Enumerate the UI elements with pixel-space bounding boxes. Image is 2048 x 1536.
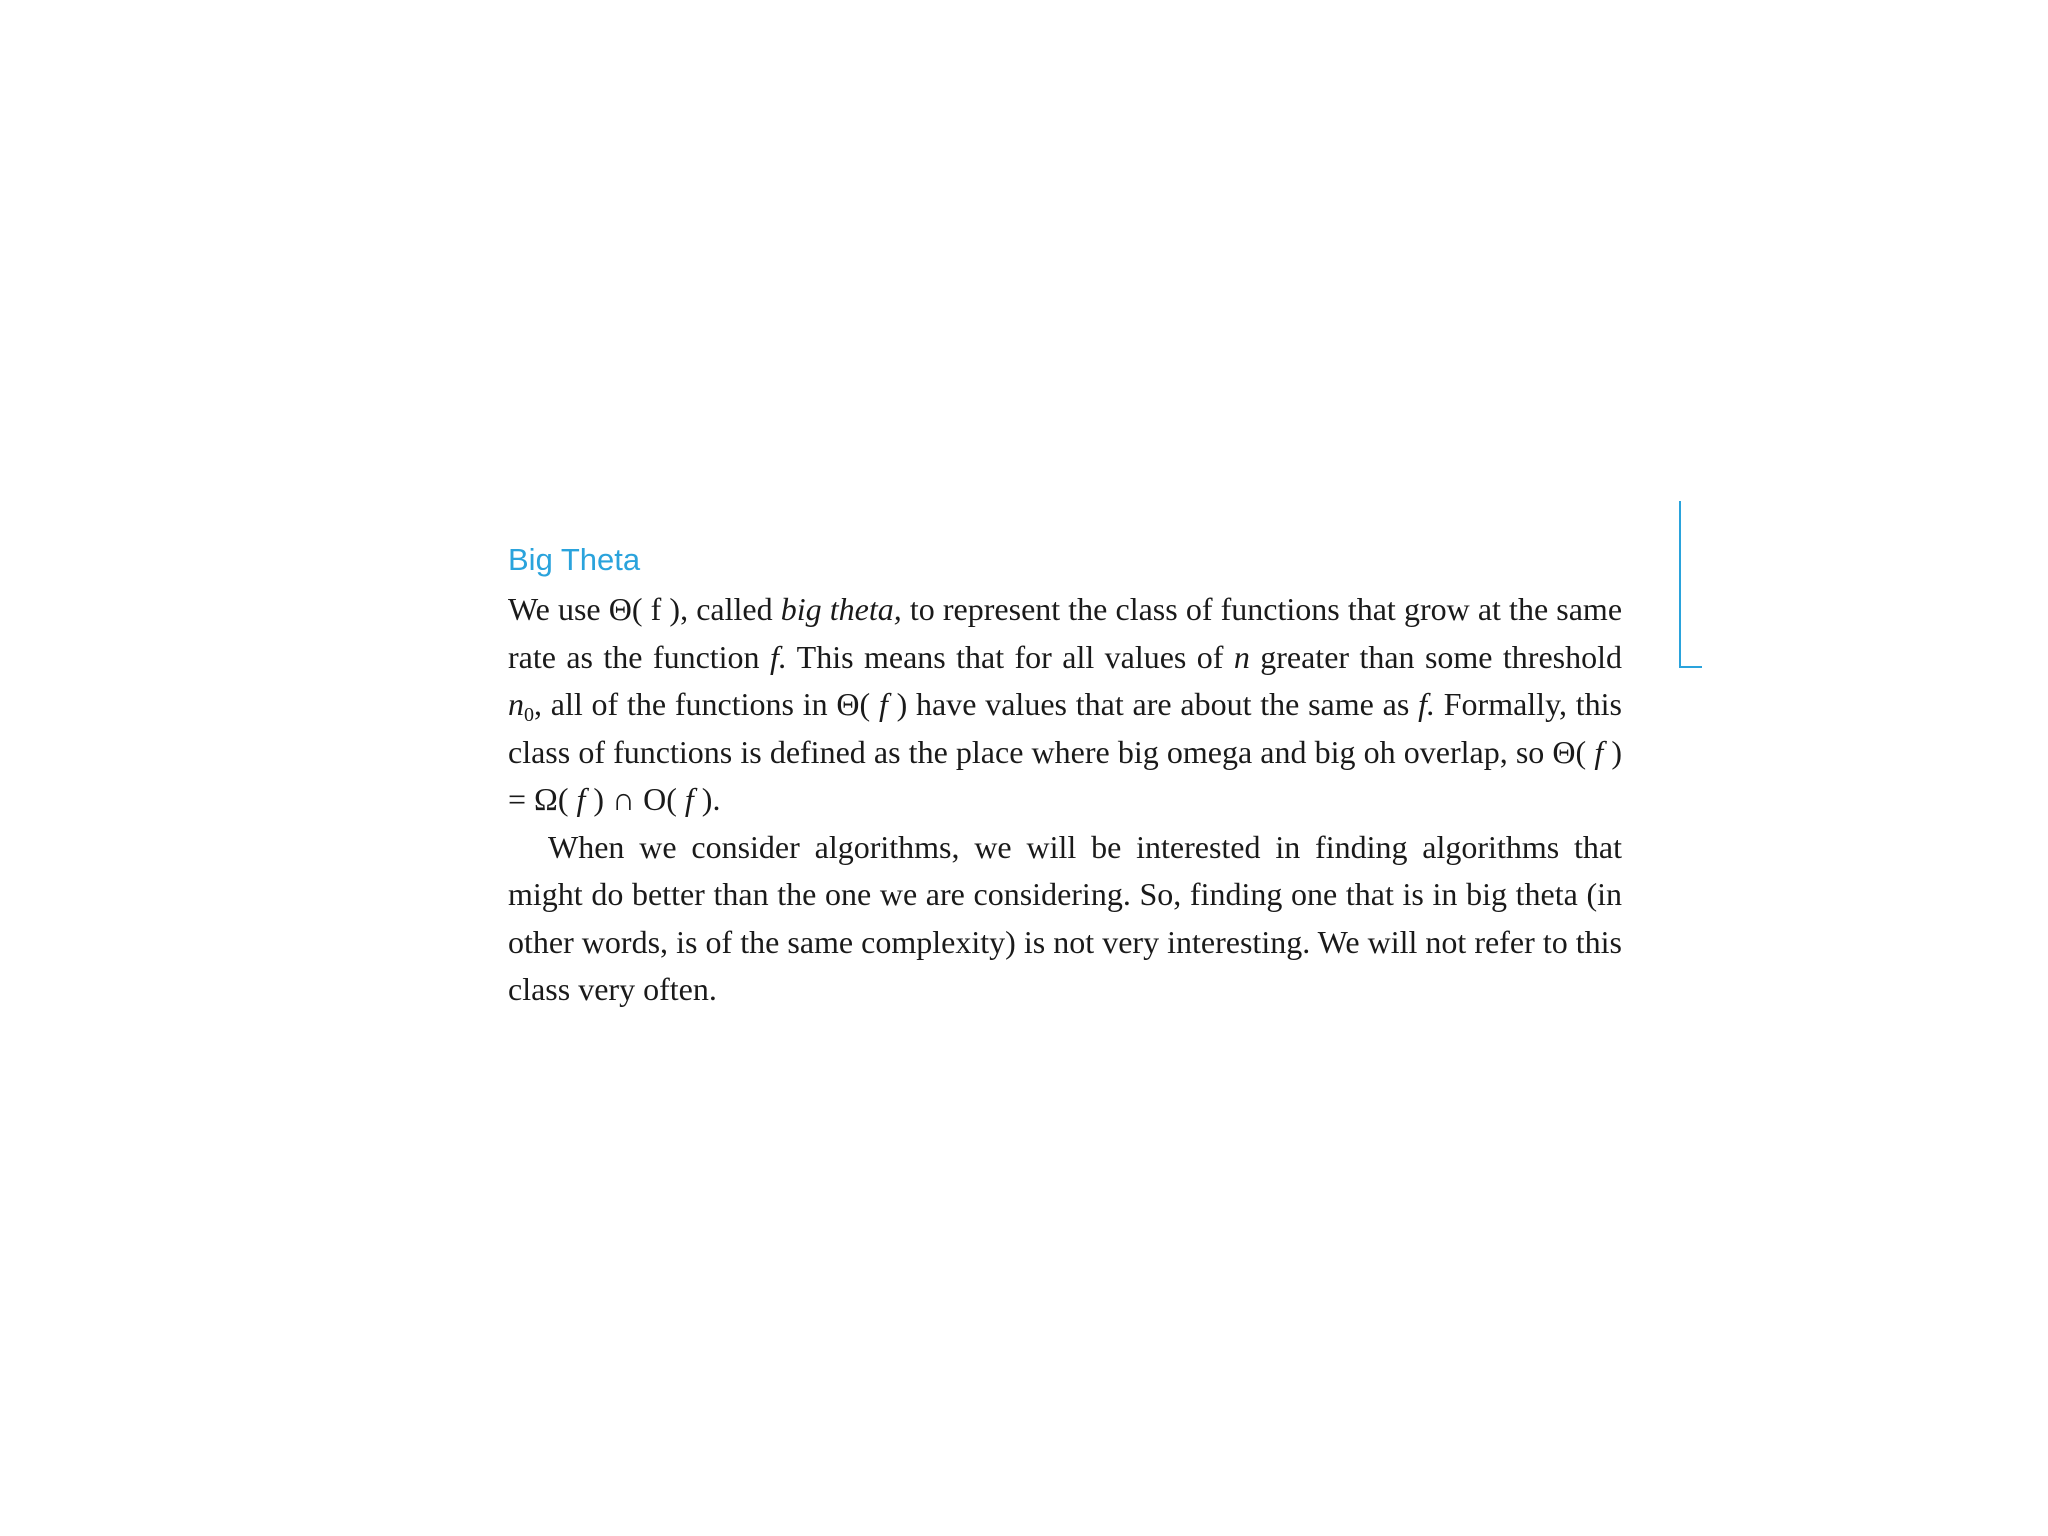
text-run: ) ∩ O(: [585, 781, 685, 817]
text-run: This means that for all values of: [786, 638, 1234, 675]
math-var: f: [576, 781, 586, 817]
text-run: greater than some threshold: [1249, 638, 1623, 675]
math-var: f: [684, 781, 694, 817]
math-var: f.: [769, 638, 787, 675]
term-italic: big theta,: [780, 591, 902, 627]
margin-bracket-mark: [1679, 501, 1702, 668]
text-run: , all of the functions in Θ(: [534, 686, 879, 722]
paragraph-definition: [508, 586, 1622, 824]
paragraph-commentary: When we consider algorithms, we will be interested in finding algorithms that might do better than the one we are considering. So, finding one that is in big theta (in other words, is of the same complexity) is not very interesting. We will not refer to this class very often.: [508, 828, 1622, 1007]
math-var: f: [1594, 733, 1604, 770]
text-run: Formally, this class of functions is defined as the place where big omega and big oh overlap, so Θ(: [508, 686, 1623, 770]
math-var: n: [508, 686, 524, 722]
text-run: We use Θ( f ), called: [508, 591, 781, 627]
text-run: ) = Ω(: [508, 733, 1623, 817]
math-var: f.: [1418, 686, 1435, 722]
math-var: f: [878, 686, 888, 722]
math-var: n: [1233, 638, 1250, 675]
math-subscript: 0: [524, 704, 534, 726]
text-run: ) have values that are about the same as: [887, 686, 1419, 722]
text-run: ).: [693, 781, 721, 817]
text-run: to represent the class of functions that grow at the same rate as the function: [508, 591, 1623, 675]
section-heading: Big Theta: [508, 542, 641, 577]
section-big-theta: [508, 540, 1622, 1014]
